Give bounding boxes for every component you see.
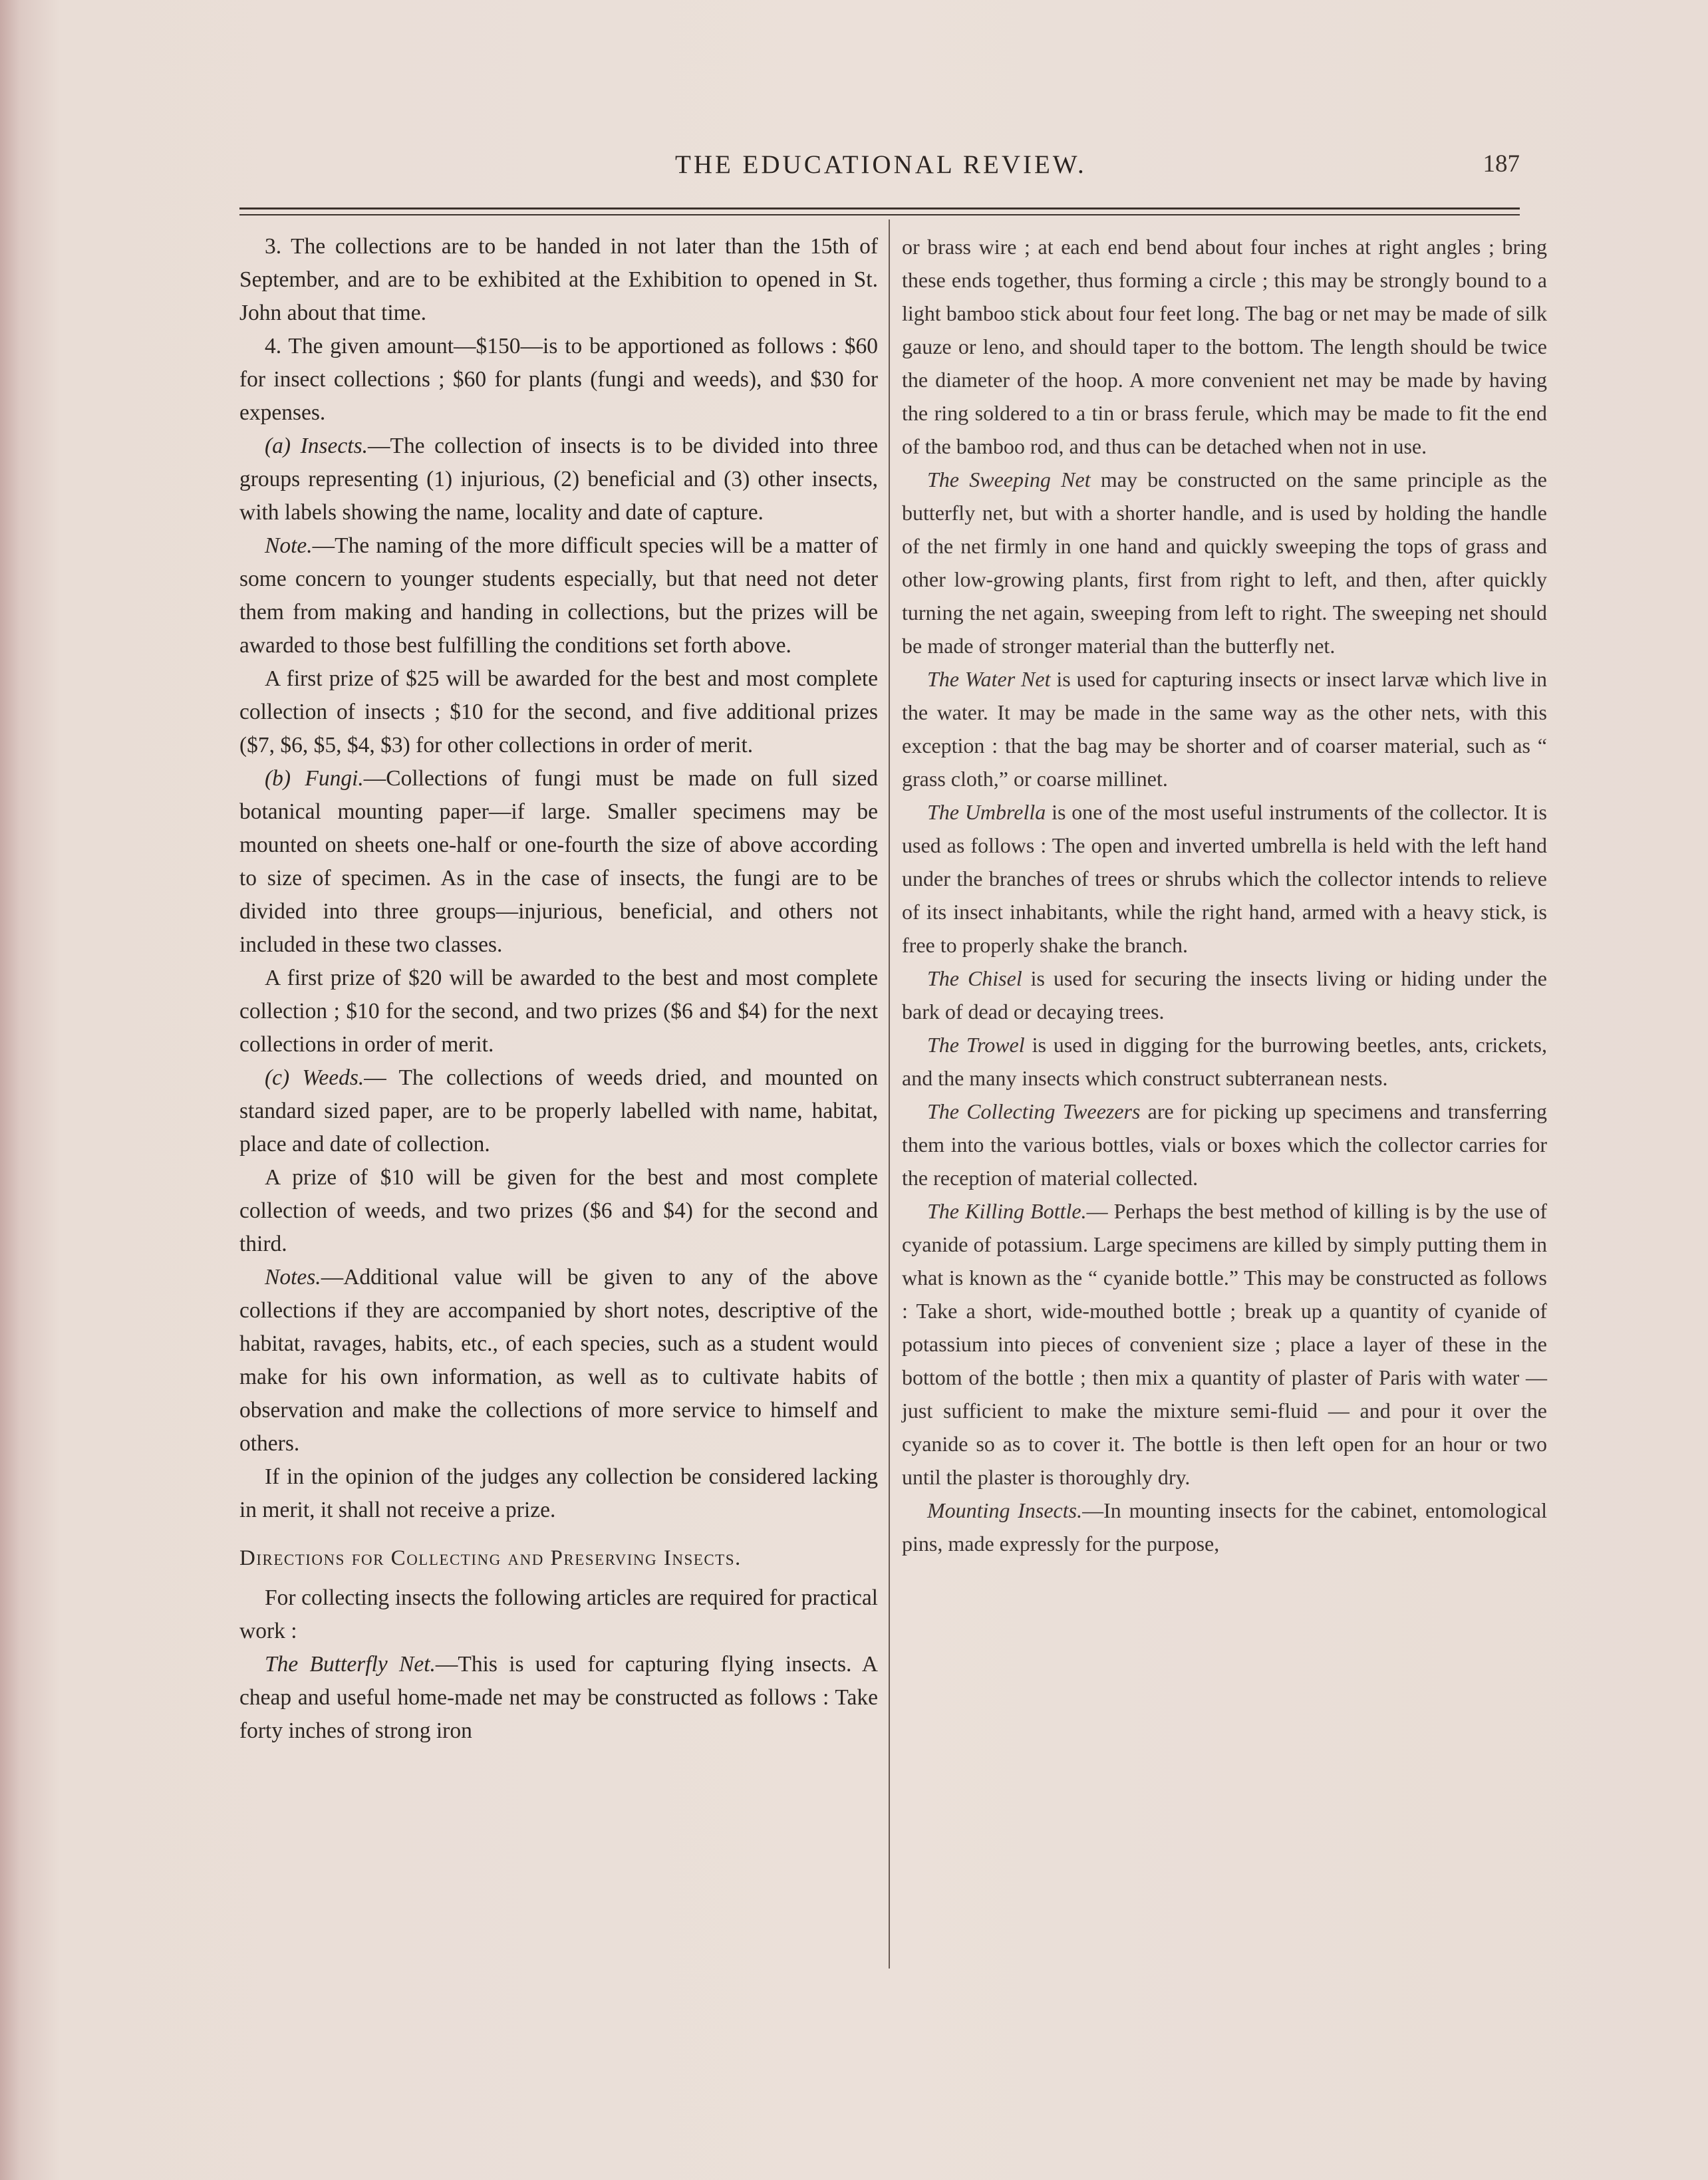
paragraph-trowel: [902, 1028, 1547, 1095]
paragraph-butterfly-net: [239, 1648, 878, 1748]
butterfly-net-text: —This is used for capturing flying insects. A cheap and useful home-made net may be constructed as follows : Take forty inches of strong iron: [239, 1652, 878, 1743]
paragraph-chisel: [902, 962, 1547, 1028]
section-heading: Directions for Collecting and Preserving Insects.: [239, 1546, 742, 1570]
sweeping-net-lead: The Sweeping Net: [927, 468, 1091, 491]
killing-bottle-text: — Perhaps the best method of killing is by the use of cyanide of potassium. Large specimens are killed by simply putting them in what is known as the “ cyanide bottle.” This may be constructed as follows : Take a short, wide-mouthed bottle ; break up a quantity of cyanide of potassium into pieces of convenient size ; place a layer of these in the bottom of the bottle ; then mix a quantity of plaster of Paris with water — just sufficient to make the mixture semi-fluid — and pour it over the cyanide so as to cover it. The bottle is then left open for an hour or two until the plaster is thoroughly dry.: [902, 1199, 1548, 1489]
header-rule: [239, 207, 1520, 209]
left-column: [239, 230, 878, 1748]
paragraph-weed-prizes: A prize of $10 will be given for the best and most complete collection of weeds, and two prizes ($6 and $4) for the second and third.: [239, 1165, 878, 1256]
tweezers-lead: The Collecting Tweezers: [927, 1099, 1141, 1123]
running-head: [236, 150, 1520, 190]
paragraph-weeds: [239, 1061, 878, 1161]
umbrella-lead: The Umbrella: [927, 800, 1046, 824]
chisel-text: is used for securing the insects living or hiding under the bark of dead or decaying trees.: [902, 966, 1547, 1023]
header-rule-thin: [239, 214, 1520, 215]
weeds-lead: (c) Weeds.: [265, 1065, 364, 1090]
umbrella-text: is one of the most useful instruments of the collector. It is used as follows : The open and inverted umbrella is held with the left hand under the branches of trees or shrubs which the collector intends to relieve of its insect inhabitants, while the right hand, armed with a heavy stick, is free to properly shake the branch.: [902, 800, 1548, 957]
paragraph-insects: [239, 430, 878, 529]
note-text: —The naming of the more difficult species will be a matter of some concern to younger students especially, but that need not deter them from making and handing in collections, but the prizes will be awarded to those best fulfilling the conditions set forth above.: [239, 533, 878, 658]
trowel-text: is used in digging for the burrowing beetles, ants, crickets, and the many insects which construct subterranean nests.: [902, 1033, 1548, 1090]
insects-lead: (a) Insects.: [265, 434, 368, 458]
paragraph-insect-prizes: A first prize of $25 will be awarded for the best and most complete collection of insects ; $10 for the second, and five additional prizes ($7, $6, $5, $4, $3) for other collections in order of merit.: [239, 666, 878, 757]
column-divider: [889, 219, 890, 1969]
trowel-lead: The Trowel: [927, 1033, 1025, 1057]
paragraph-net-construction: or brass wire ; at each end bend about four inches at right angles ; bring these ends together, thus forming a circle ; this may be strongly bound to a light bamboo stick about four feet long. The bag or net may be made of silk gauze or leno, and should taper to the bottom. The length should be twice the diameter of the hoop. A more convenient net may be made by having the ring soldered to a tin or brass ferule, which may be made to fit the end of the bamboo rod, and thus can be detached when not in use.: [902, 235, 1547, 458]
paragraph-mounting-insects: [902, 1494, 1547, 1560]
paragraph-judges: If in the opinion of the judges any collection be considered lacking in merit, it shall not receive a prize.: [239, 1464, 878, 1522]
paragraph-water-net: [902, 662, 1547, 795]
fungi-text: —Collections of fungi must be made on full sized botanical mounting paper—if large. Smaller specimens may be mounted on sheets one-half or one-fourth the size of above according to size of specimen. As in the case of insects, the fungi are to be divided into three groups—injurious, beneficial, and others not included in these two classes.: [239, 766, 878, 957]
right-column: [902, 230, 1547, 1560]
paragraph-killing-bottle: [902, 1194, 1547, 1494]
paragraph-rule-3: 3. The collections are to be handed in not later than the 15th of September, and are to be exhibited at the Exhibition to opened in St. John about that time.: [239, 234, 878, 325]
tweezers-text: are for picking up specimens and transferring them into the various bottles, vials or boxes which the collector carries for the reception of material collected.: [902, 1099, 1547, 1190]
paragraph-note: [239, 529, 878, 662]
water-net-lead: The Water Net: [927, 667, 1051, 691]
water-net-text: is used for capturing insects or insect larvæ which live in the water. It may be made in the same way as the other nets, with this exception : that the bag may be shorter and of coarser material, such as “ grass cloth,” or coarse millinet.: [902, 667, 1547, 791]
notes-text: —Additional value will be given to any of the above collections if they are accompanied by short notes, descriptive of the habitat, ravages, habits, etc., of each species, such as a student would make for his own information, as well as to cultivate habits of observation and make the collections of more service to himself and others.: [239, 1265, 878, 1456]
butterfly-net-lead: The Butterfly Net.: [265, 1652, 436, 1677]
paragraph-notes: [239, 1261, 878, 1460]
journal-title: THE EDUCATIONAL REVIEW.: [675, 150, 1087, 179]
sweeping-net-text: may be constructed on the same principle as the butterfly net, but with a shorter handle, and is used by holding the handle of the net firmly in one hand and quickly sweeping the tops of grass and other low-growing plants, first from right to left, and then, after quickly turning the net again, sweeping from left to right. The sweeping net should be made of stronger material than the butterfly net.: [902, 468, 1548, 658]
paragraph-umbrella: [902, 795, 1547, 962]
page-number: 187: [1483, 150, 1520, 178]
paragraph-fungi-prizes: A first prize of $20 will be awarded to the best and most complete collection ; $10 for the second, and two prizes ($6 and $4) for the next collections in order of merit.: [239, 966, 878, 1057]
paragraph-fungi: [239, 762, 878, 962]
killing-bottle-lead: The Killing Bottle.: [927, 1199, 1087, 1223]
paragraph-rule-4: 4. The given amount—$150—is to be apportioned as follows : $60 for insect collections ; $60 for plants (fungi and weeds), and $30 for expenses.: [239, 334, 878, 425]
insects-text: —The collection of insects is to be divided into three groups representing (1) injurious, (2) beneficial and (3) other insects, with labels showing the name, locality and date of capture.: [239, 434, 878, 525]
fungi-lead: (b) Fungi.: [265, 766, 364, 791]
paragraph-sweeping-net: [902, 463, 1547, 662]
notes-lead: Notes.: [265, 1265, 321, 1290]
mounting-insects-lead: Mounting Insects.: [927, 1498, 1083, 1522]
paragraph-articles: For collecting insects the following articles are required for practical work :: [239, 1585, 878, 1643]
paragraph-tweezers: [902, 1095, 1547, 1194]
note-lead: Note.: [265, 533, 313, 558]
weeds-text: — The collections of weeds dried, and mounted on standard sized paper, are to be properly labelled with name, habitat, place and date of collection.: [239, 1065, 878, 1157]
mounting-insects-text: —In mounting insects for the cabinet, entomological pins, made expressly for the purpose,: [902, 1498, 1548, 1556]
chisel-lead: The Chisel: [927, 966, 1022, 990]
